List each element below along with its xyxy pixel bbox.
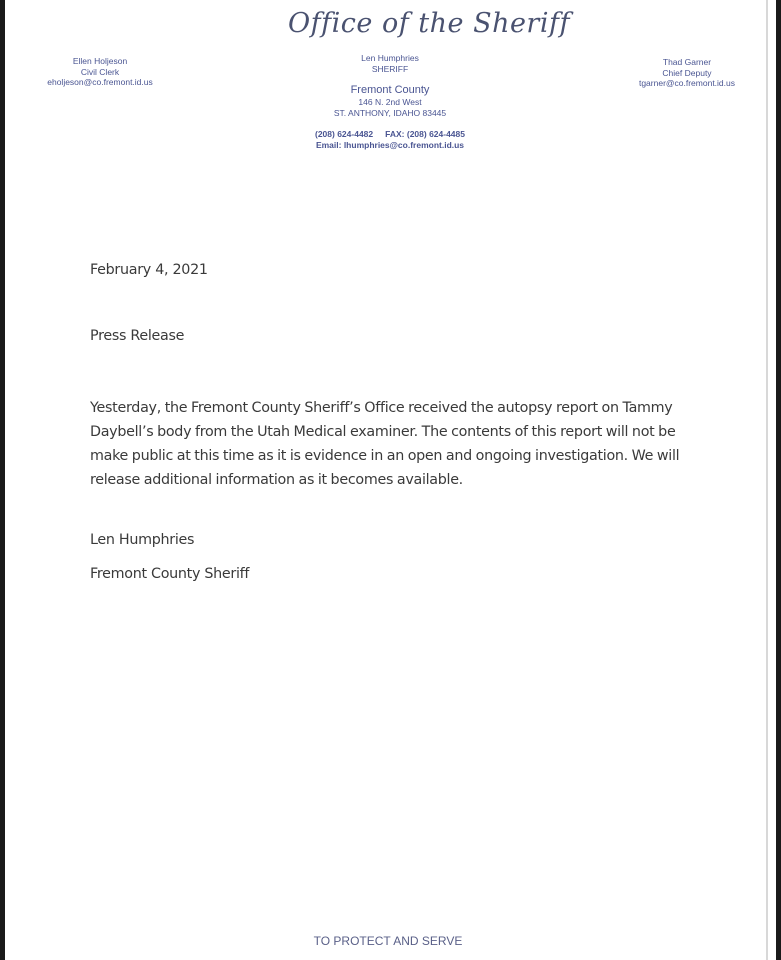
phone-number: (208) 624-4482 bbox=[315, 129, 374, 139]
left-contact-role: Civil Clerk bbox=[80, 66, 120, 77]
fax-number: FAX: (208) 624-4485 bbox=[385, 129, 465, 139]
left-contact-block bbox=[30, 56, 170, 88]
right-contact-block bbox=[617, 57, 757, 89]
left-contact-email: eholjeson@co.fremont.id.us bbox=[47, 77, 153, 87]
right-contact-email: tgarner@co.fremont.id.us bbox=[638, 78, 736, 88]
center-contact-block bbox=[295, 53, 485, 150]
left-contact-name: Ellen Holjeson bbox=[72, 56, 128, 66]
footer-motto: TO PROTECT AND SERVE bbox=[313, 934, 463, 948]
letter-date: February 4, 2021 bbox=[90, 262, 208, 278]
sheriff-name: Len Humphries bbox=[361, 53, 419, 63]
sheriff-role: SHERIFF bbox=[371, 63, 409, 74]
signature-title: Fremont County Sheriff bbox=[90, 566, 250, 582]
sheriff-email: Email: lhumphries@co.fremont.id.us bbox=[315, 139, 465, 150]
street-address: 146 N. 2nd West bbox=[358, 97, 422, 107]
city-state-zip: ST. ANTHONY, IDAHO 83445 bbox=[333, 107, 447, 118]
signature-name: Len Humphries bbox=[90, 532, 195, 548]
right-contact-role: Chief Deputy bbox=[662, 67, 712, 78]
letterhead-title: Office of the Sheriff bbox=[288, 8, 570, 39]
phone-fax-line bbox=[295, 129, 485, 140]
document-page bbox=[5, 0, 776, 960]
right-contact-name: Thad Garner bbox=[662, 57, 712, 67]
page-edge-shadow bbox=[766, 0, 768, 960]
letter-body-paragraph: Yesterday, the Fremont County Sheriff’s Office received the autopsy report on Tammy Daybell’s body from the Utah Medical examiner. The contents of this report will not be make public at this time as it is evidence in an open and ongoing investigation. We will release additional information as it becomes available. bbox=[90, 400, 680, 488]
county-name: Fremont County bbox=[350, 84, 430, 96]
letter-subject: Press Release bbox=[90, 328, 185, 344]
